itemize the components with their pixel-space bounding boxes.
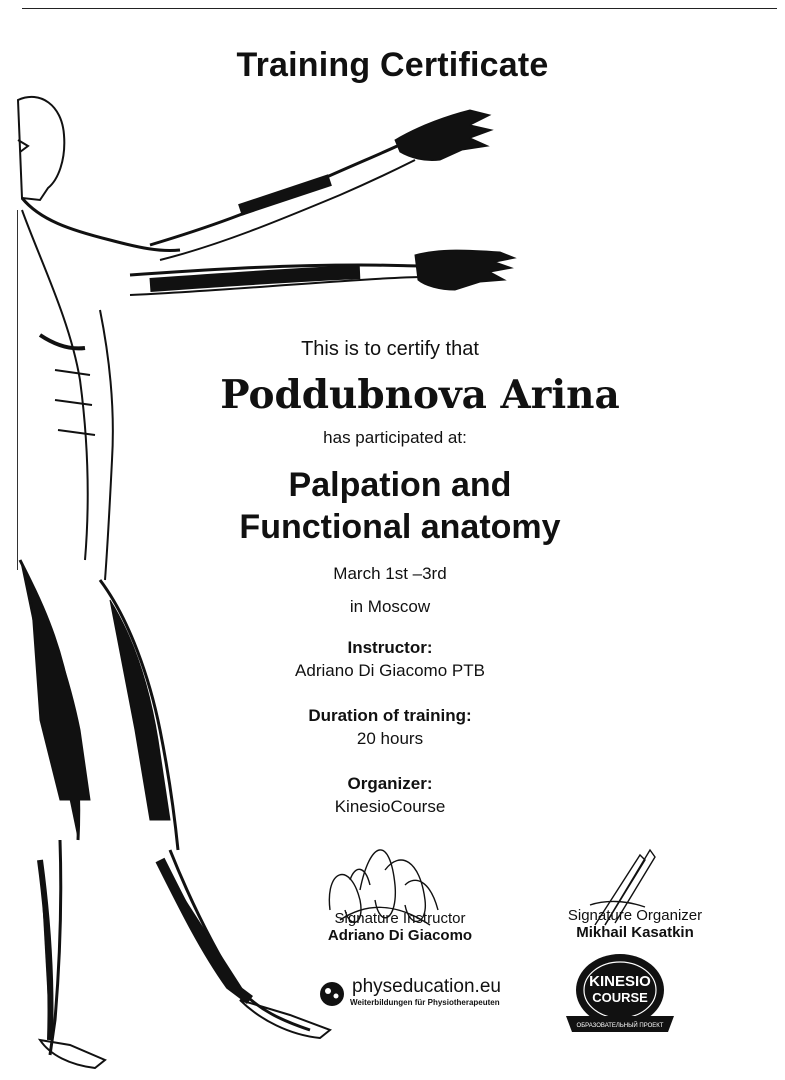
instructor-name: Adriano Di Giacomo PTB <box>295 661 485 680</box>
course-location: in Moscow <box>349 597 431 616</box>
seal-text-mid: COURSE <box>592 990 648 1005</box>
organizer-label: Organizer: <box>347 774 433 793</box>
course-title-line1: Palpation and <box>288 466 512 504</box>
instructor-signature-block <box>300 910 500 944</box>
top-rule <box>22 8 777 9</box>
physeducation-site: physeducation.eu <box>352 976 501 997</box>
seal-text-top: KINESIO <box>589 973 651 990</box>
organizer-value: KinesioCourse <box>334 797 446 816</box>
certificate-title: Training Certificate <box>236 46 549 84</box>
physeducation-mark-icon <box>318 980 346 1008</box>
physeducation-logo <box>316 976 516 1012</box>
course-title <box>160 464 640 548</box>
instructor-label: Instructor: <box>347 638 433 657</box>
duration-value: 20 hours <box>356 729 424 748</box>
organizer-signature-name: Mikhail Kasatkin <box>576 924 694 941</box>
kinesiocourse-seal <box>560 950 680 1040</box>
physeducation-tagline: Weiterbildungen für Physiotherapeuten <box>350 998 500 1007</box>
duration-label: Duration of training: <box>308 706 472 725</box>
certify-text: This is to certify that <box>301 338 479 360</box>
course-title-line2: Functional anatomy <box>239 508 561 546</box>
instructor-signature-name: Adriano Di Giacomo <box>327 927 473 944</box>
instructor-signature-role: Signature Instructor <box>334 910 466 927</box>
participated-text: has participated at: <box>323 428 467 447</box>
organizer-signature-role: Signature Organizer <box>567 907 703 924</box>
seal-ribbon-text: ОБРАЗОВАТЕЛЬНЫЙ ПРОЕКТ <box>576 1023 664 1029</box>
course-dates: March 1st –3rd <box>333 564 447 583</box>
organizer-signature-block <box>545 907 725 941</box>
participant-name: Poddubnova Arina <box>220 372 620 418</box>
